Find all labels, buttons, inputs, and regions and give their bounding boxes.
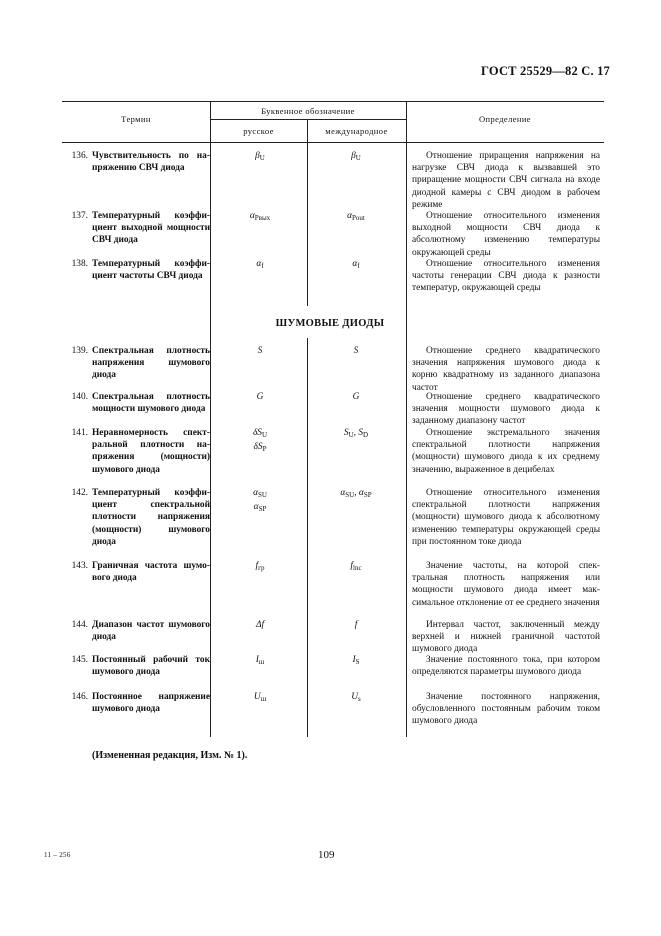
entry-russian-symbol <box>210 391 310 403</box>
entry-term: Диапазон частот шумового диода <box>92 620 210 643</box>
table-top-rule <box>62 101 604 102</box>
international-symbol: G <box>352 392 360 402</box>
entry-term: Граничная частота шумового диода <box>92 561 210 584</box>
russian-symbol-alt: $\alpha_{SP}$ <box>253 502 267 514</box>
entry-number: 137. <box>71 211 88 221</box>
entry-term: Постоянный рабочий ток шумового диода <box>92 655 210 678</box>
entry-definition: Значение постоянного напряжения, обусловленного постоянным рабочим током шумового диода <box>412 692 600 727</box>
entry-russian-symbol <box>210 345 310 357</box>
entry-international-symbol: $S_U$, $S_D$ <box>343 428 369 439</box>
entry-russian-symbol <box>210 691 310 705</box>
table-bottom-rule <box>62 142 604 143</box>
entry-russian-symbol <box>210 427 310 455</box>
entry-international-symbol <box>306 619 406 631</box>
russian-symbol: $\alpha_{SU}$ <box>253 488 267 499</box>
russian-symbol: S <box>257 346 263 356</box>
entry-number: 142. <box>71 488 88 498</box>
international-symbol: $f_{lnc}$ <box>350 561 362 572</box>
entry-number: 145. <box>71 655 88 665</box>
entry-number: 144. <box>71 620 88 630</box>
russian-symbol: $\beta_U$ <box>255 151 265 162</box>
entry-number: 141. <box>71 428 88 438</box>
international-symbol-alt: $\alpha_{SP}$ <box>358 488 372 499</box>
entry-definition: Интервал частот, заключенный между верхней и нижней граничной частотой шумового диода <box>412 620 600 655</box>
international-symbol: $U_s$ <box>351 692 361 703</box>
entry-international-symbol <box>306 150 406 164</box>
entry-term: Температурный коэффициент выходной мощности СВЧ диода <box>92 211 210 246</box>
entry-number: 138. <box>71 259 88 269</box>
entry-international-symbol <box>306 210 406 224</box>
entry-international-symbol: $\alpha_{SU}$, $\alpha_{SP}$ <box>340 488 372 499</box>
entry-term: Неравномерность спектральной плотности напряжения (мощности) шумового диода <box>92 428 210 475</box>
entry-definition: Отношение относительного изменения спектральной плотности напряжения (мощности) шумового диода к абсолютному изменению температуры окружающей среды при постоянном токе диода <box>412 488 600 547</box>
col-international-header: международное <box>325 126 388 136</box>
entry-number: 136. <box>71 151 88 161</box>
international-symbol: S <box>353 346 359 356</box>
table-col-divider <box>210 101 211 737</box>
page-number: 109 <box>318 849 335 861</box>
entry-number: 140. <box>71 392 88 402</box>
entry-number: 139. <box>71 346 88 356</box>
russian-symbol: $U_ш$ <box>253 692 267 703</box>
entry-term: Температурный коэффициент спектральной плотности напряжения (мощности) шумового диода <box>92 488 210 547</box>
print-mark: 11 – 256 <box>44 851 71 859</box>
table-col-divider <box>406 101 407 737</box>
entry-russian-symbol <box>210 619 310 631</box>
table-subhead-rule <box>210 119 406 120</box>
international-symbol: $\alpha_{SU}$ <box>340 488 355 499</box>
russian-symbol: $I_ш$ <box>255 655 265 666</box>
entry-definition: Отношение среднего квадратического значения мощности шумового диода к заданному диапазону частот <box>412 392 600 427</box>
entry-term: Спектральная плотность мощности шумового диода <box>92 392 210 415</box>
entry-international-symbol <box>306 258 406 272</box>
entry-international-symbol <box>306 654 406 668</box>
section-title: ШУМОВЫЕ ДИОДЫ <box>275 318 385 329</box>
russian-symbol: Δf <box>255 620 265 630</box>
international-symbol: $I_S$ <box>352 655 360 666</box>
entry-international-symbol <box>306 560 406 574</box>
entry-international-symbol <box>306 345 406 357</box>
col-definition-header: Определение <box>479 114 531 124</box>
entry-russian-symbol <box>210 654 310 668</box>
entry-russian-symbol <box>210 150 310 164</box>
entry-russian-symbol <box>210 560 310 574</box>
entry-term: Спектральная плотность напряжения шумового диода <box>92 346 210 381</box>
international-symbol: $\beta_U$ <box>351 151 361 162</box>
russian-symbol: $\alpha_f$ <box>256 259 264 270</box>
entry-definition: Значение постоянного тока, при котором определяются параметры шумового диода <box>412 655 600 678</box>
international-symbol: $\alpha_{Pout}$ <box>347 211 365 222</box>
international-symbol: $\alpha_f$ <box>352 259 360 270</box>
col-letter-designation-header: Буквенное обозначение <box>261 106 355 116</box>
page-header: ГОСТ 25529—82 С. 17 <box>481 64 610 78</box>
entry-definition: Отношение относительного изменения частоты генерации СВЧ диода к разности температур, окружающей среды <box>412 259 600 294</box>
entry-number: 143. <box>71 561 88 571</box>
col-term-header: Термин <box>121 114 151 124</box>
entry-term: Температурный коэффициент частоты СВЧ диода <box>92 259 210 282</box>
russian-symbol: $f_{гр}$ <box>255 561 265 572</box>
col-russian-header: русское <box>243 126 274 136</box>
entry-definition: Отношение среднего квадратического значения напряжения шумового диода к корню квадратному из заданного диапазона частот <box>412 346 600 393</box>
entry-term: Чувствительность по напряжению СВЧ диода <box>92 151 210 174</box>
entry-definition: Значение частоты, на которой спектральная плотность напряжения или мощности шумового диода имеет максимальное отклонение от ее среднего значения <box>412 561 600 608</box>
russian-symbol-alt: $\delta S_P$ <box>253 442 267 454</box>
entry-definition: Отношение относительного изменения выходной мощности СВЧ диода к абсолютному изменению температуры окружающей среды <box>412 211 600 258</box>
entry-international-symbol <box>306 691 406 705</box>
russian-symbol: G <box>256 392 264 402</box>
international-symbol: $S_U$ <box>343 428 354 439</box>
entry-definition: Отношение приращения напряжения на нагрузке СВЧ диода к вызвавшей это приращение мощности СВЧ сигнала на входе диодной камеры с СВЧ диодом в рабочем режиме <box>412 151 600 210</box>
entry-definition: Отношение экстремального значения спектральной плотности напряжения (мощности) шумового диода к их среднему значению, выраженное в децибелах <box>412 428 600 475</box>
entry-term: Постоянное напряжение шумового диода <box>92 692 210 715</box>
international-symbol: f <box>354 620 358 630</box>
international-symbol-alt: $S_D$ <box>358 428 369 439</box>
entry-number: 146. <box>71 692 88 702</box>
amendment-note: (Измененная редакция, Изм. № 1). <box>92 750 248 761</box>
russian-symbol: $\alpha_{Pвых}$ <box>249 211 271 222</box>
entry-russian-symbol <box>210 258 310 272</box>
entry-russian-symbol <box>210 210 310 224</box>
russian-symbol: $\delta S_U$ <box>252 428 268 439</box>
entry-international-symbol <box>306 391 406 403</box>
entry-russian-symbol <box>210 487 310 515</box>
